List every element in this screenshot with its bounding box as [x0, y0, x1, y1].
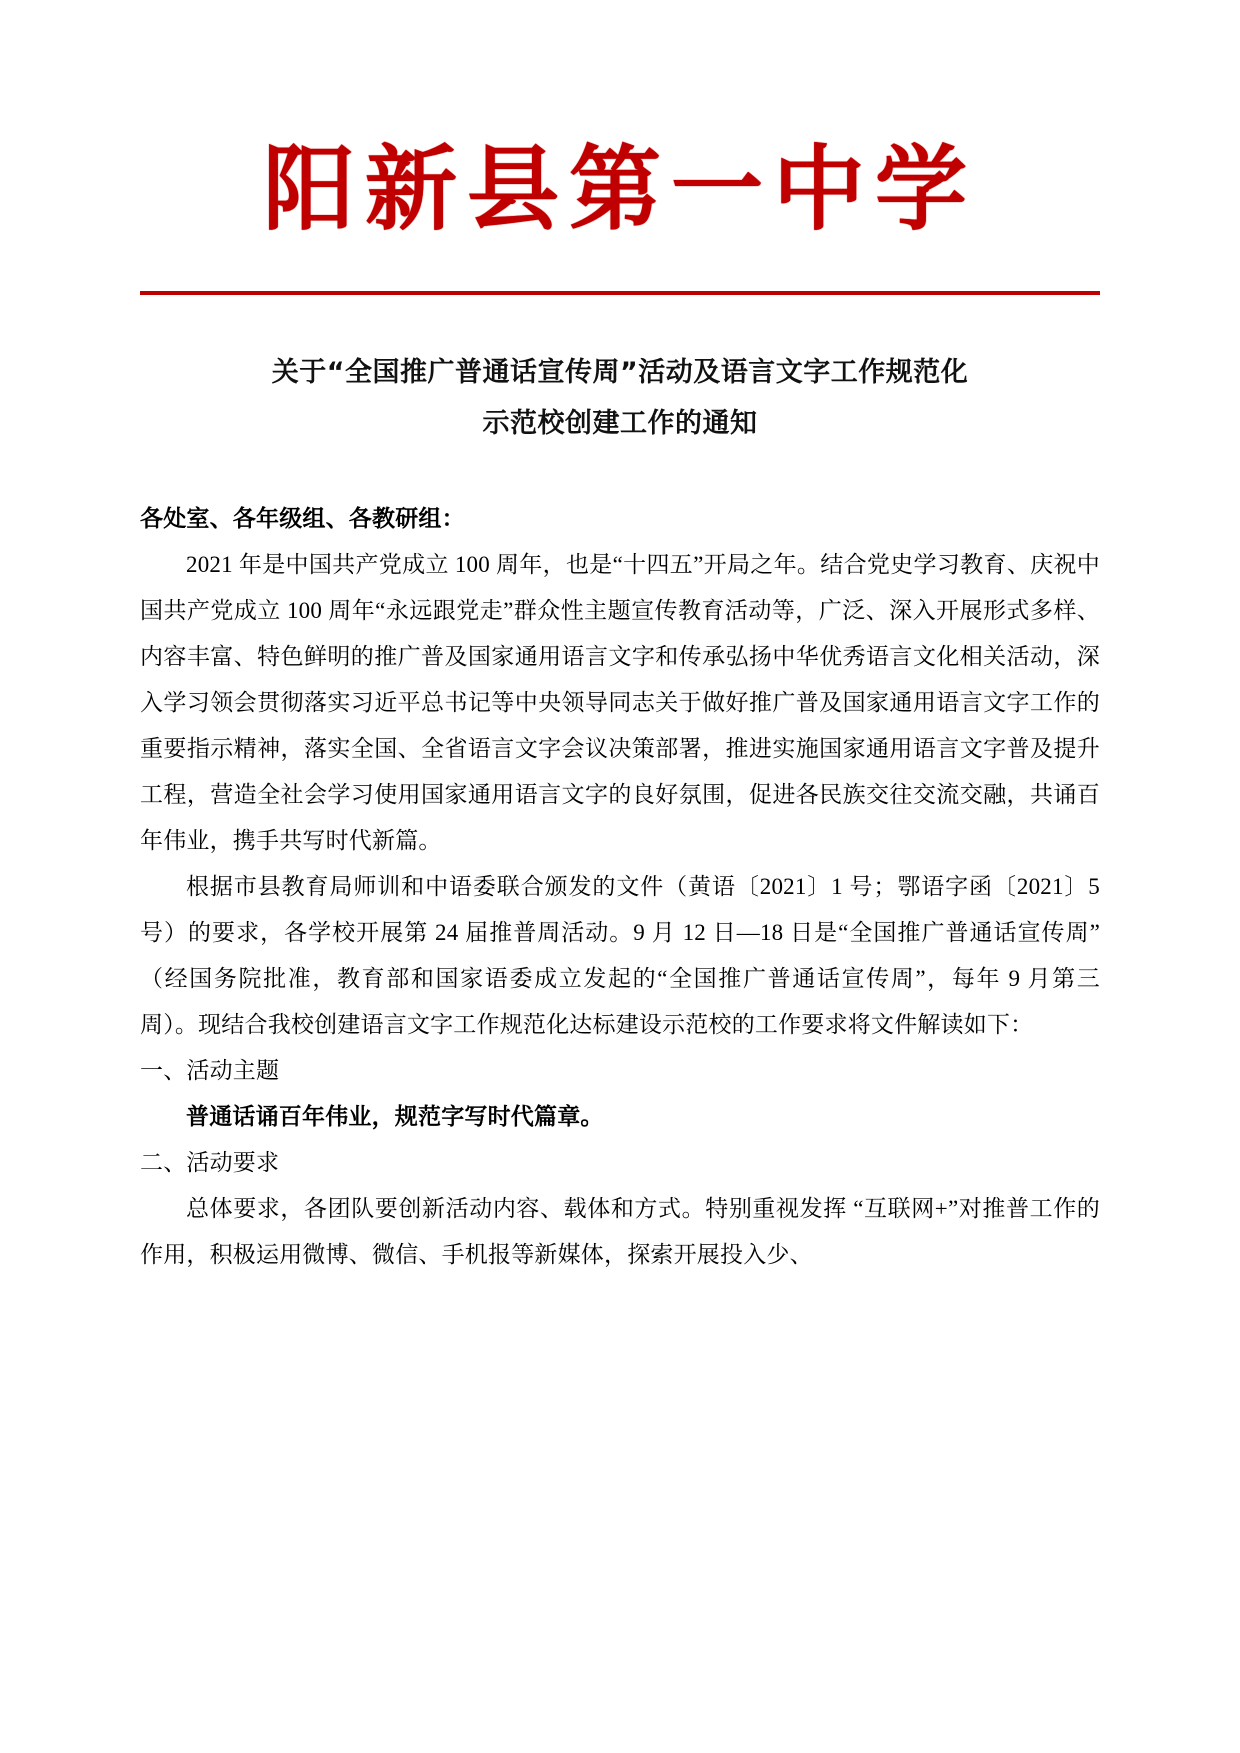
document-title-line-1: 关于“全国推广普通话宣传周”活动及语言文字工作规范化	[271, 357, 969, 388]
section-heading-1: 一、活动主题	[140, 1057, 280, 1083]
document-body	[140, 496, 1100, 1278]
body-paragraph-2: 根据市县教育局师训和中语委联合颁发的文件（黄语〔2021〕1 号；鄂语字函〔2021〕5 号）的要求，各学校开展第 24 届推普周活动。9 月 12 日—18 日是“全国推广普通话宣传周”（经国务院批准，教育部和国家语委成立发起的“全国推广普通话宣传周”，每年 9 月第三周）。现结合我校创建语言文字工作规范化达标建设示范校的工作要求将文件解读如下：	[140, 873, 1100, 1037]
salutation: 各处室、各年级组、各教研组：	[140, 504, 465, 532]
letterhead	[140, 0, 1100, 295]
activity-theme-text: 普通话诵百年伟业，规范字写时代篇章。	[186, 1102, 604, 1130]
body-paragraph-3: 总体要求，各团队要创新活动内容、载体和方式。特别重视发挥 “互联网+”对推普工作的作用，积极运用微博、微信、手机报等新媒体，探索开展投入少、	[140, 1195, 1100, 1267]
document-title-line-2: 示范校创建工作的通知	[482, 408, 758, 440]
section-heading-2: 二、活动要求	[140, 1149, 280, 1175]
body-paragraph-1: 2021 年是中国共产党成立 100 周年，也是“十四五”开局之年。结合党史学习教育、庆祝中国共产党成立 100 周年“永远跟党走”群众性主题宣传教育活动等，广泛、深入开展形式多样、内容丰富、特色鲜明的推广普及国家通用语言文字和传承弘扬中华优秀语言文化相关活动，深入学习领会贯彻落实习近平总书记等中央领导同志关于做好推广普及国家通用语言文字工作的重要指示精神，落实全国、全省语言文字会议决策部署，推进实施国家通用语言文字普及提升工程，营造全社会学习使用国家通用语言文字的良好氛围，促进各民族交往交流交融，共诵百年伟业，携手共写时代新篇。	[140, 551, 1100, 853]
document-title	[140, 347, 1100, 450]
letterhead-divider	[140, 291, 1100, 295]
school-name-title: 阳新县第一中学	[262, 135, 977, 243]
